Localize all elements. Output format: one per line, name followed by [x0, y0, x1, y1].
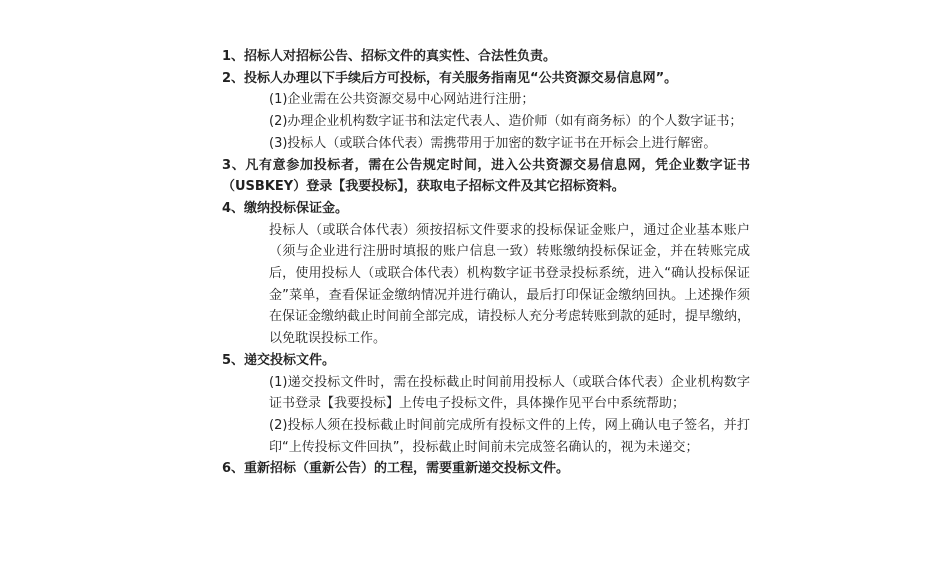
notice-document	[222, 46, 750, 480]
item-2-sub-2: (2)办理企业机构数字证书和法定代表人、造价师（如有商务标）的个人数字证书；	[269, 114, 743, 130]
item-4-heading: 4、缴纳投标保证金。	[222, 200, 349, 216]
item-1-heading: 1、招标人对招标公告、招标文件的真实性、合法性负责。	[222, 49, 557, 64]
item-5-heading: 5、递交投标文件。	[222, 352, 336, 368]
item-2-sub-1: (1)企业需在公共资源交易中心网站进行注册；	[269, 92, 535, 108]
item-2-heading: 2、投标人办理以下手续后方可投标，有关服务指南见“公共资源交易信息网”。	[222, 70, 678, 86]
item-3-heading: 3、凡有意参加投标者，需在公告规定时间，进入公共资源交易信息网，凭企业数字证书（USBKEY）登录【我要投标】，获取电子招标文件及其它招标资料。	[222, 157, 750, 195]
item-5-sub-1: (1)递交投标文件时，需在投标截止时间前用投标人（或联合体代表）企业机构数字证书登录【我要投标】上传电子投标文件，具体操作见平台中系统帮助；	[269, 374, 750, 412]
item-6-heading: 6、重新招标（重新公告）的工程，需要重新递交投标文件。	[222, 461, 570, 477]
item-5-sub-2: (2)投标人须在投标截止时间前完成所有投标文件的上传，网上确认电子签名，并打印“上传投标文件回执”，投标截止时间前未完成签名确认的，视为未递交；	[269, 417, 750, 455]
item-4-body: 投标人（或联合体代表）须按招标文件要求的投标保证金账户，通过企业基本账户（须与企业进行注册时填报的账户信息一致）转账缴纳投标保证金，并在转账完成后，使用投标人（或联合体代表）机构数字证书登录投标系统，进入“确认投标保证金”菜单，查看保证金缴纳情况并进行确认，最后打印保证金缴纳回执。上述操作须在保证金缴纳截止时间前全部完成，请投标人充分考虑转账到款的延时，提早缴纳，以免耽误投标工作。	[269, 222, 751, 347]
item-2-sub-3: (3)投标人（或联合体代表）需携带用于加密的数字证书在开标会上进行解密。	[269, 135, 717, 151]
